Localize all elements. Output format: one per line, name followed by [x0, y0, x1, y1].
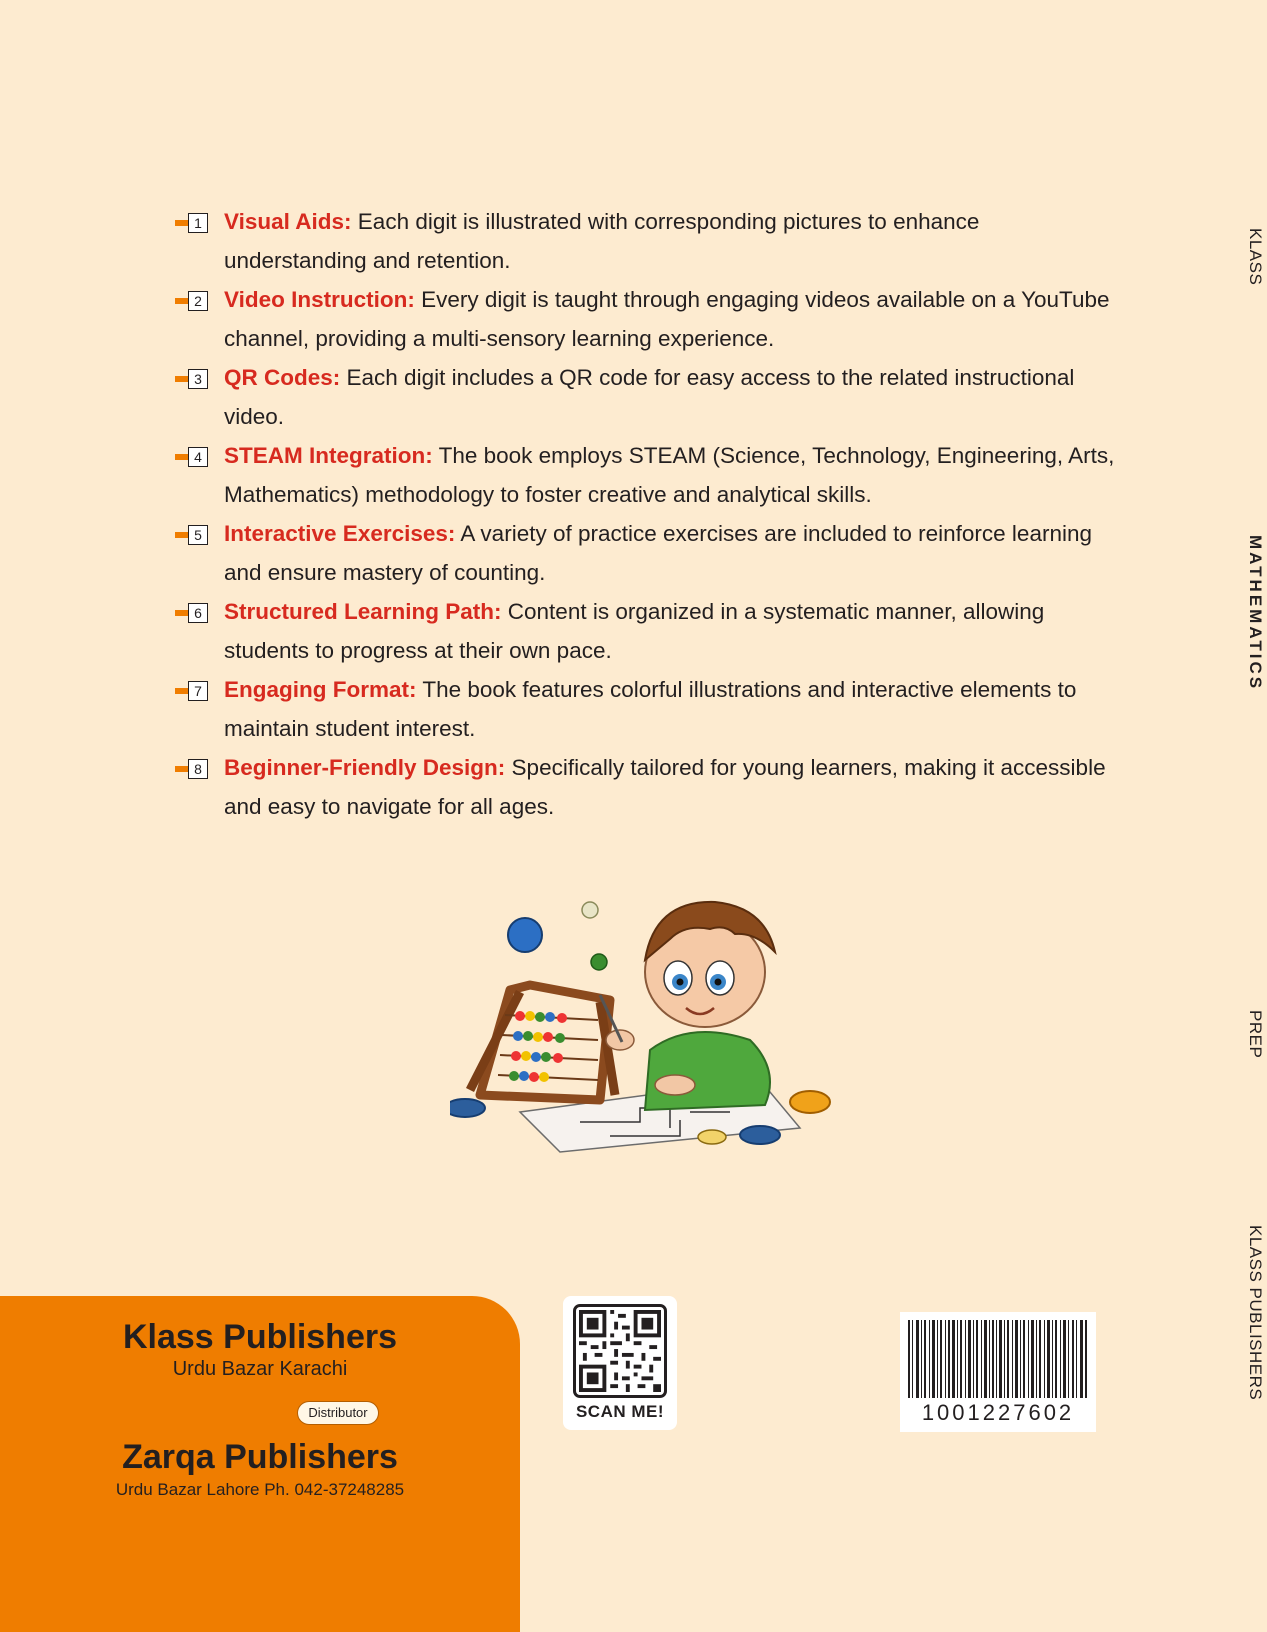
barcode-icon [908, 1320, 1088, 1398]
feature-number: 8 [188, 759, 208, 779]
qr-code-card [563, 1296, 677, 1430]
feature-text: Content is organized in a systematic manner, allowing students to progress at their own pace. [224, 599, 1045, 663]
feature-text: A variety of practice exercises are included to reinforce learning and ensure mastery of counting. [224, 521, 1092, 585]
feature-text: Each digit includes a QR code for easy access to the related instructional video. [224, 365, 1075, 429]
distributor-address: Urdu Bazar Lahore Ph. 042-37248285 [115, 1480, 405, 1499]
publisher-address: Urdu Bazar Karachi [172, 1358, 348, 1380]
number-marker [175, 525, 215, 545]
boy-with-abacus-illustration [450, 890, 870, 1160]
feature-number: 4 [188, 447, 208, 467]
feature-item [170, 748, 1120, 826]
qr-label: SCAN ME! [575, 1402, 665, 1421]
feature-title: Beginner-Friendly Design: [224, 755, 506, 780]
number-marker [175, 369, 215, 389]
feature-title: STEAM Integration: [224, 443, 433, 468]
spine-subject: MATHEMATICS [1246, 535, 1265, 692]
feature-item [170, 202, 1120, 280]
distributor-badge: Distributor [298, 1402, 378, 1424]
qr-code-icon [579, 1310, 661, 1392]
number-marker [175, 291, 215, 311]
feature-item [170, 514, 1120, 592]
barcode-number: 1001227602 [921, 1400, 1075, 1425]
distributor-name: Zarqa Publishers [122, 1438, 398, 1476]
spine-publisher: KLASS PUBLISHERS [1246, 1225, 1265, 1401]
feature-title: Engaging Format: [224, 677, 417, 702]
feature-item [170, 592, 1120, 670]
feature-text: The book employs STEAM (Science, Technology, Engineering, Arts, Mathematics) methodology to foster creative and analytical skills. [224, 443, 1115, 507]
qr-frame [573, 1304, 667, 1398]
number-marker [175, 447, 215, 467]
feature-text: Specifically tailored for young learners, making it accessible and easy to navigate for all ages. [224, 755, 1106, 819]
barcode-card [900, 1312, 1096, 1432]
feature-title: Video Instruction: [224, 287, 415, 312]
feature-text: The book features colorful illustrations and interactive elements to maintain student interest. [224, 677, 1077, 741]
features-list [170, 202, 1120, 826]
number-marker [175, 759, 215, 779]
feature-item [170, 670, 1120, 748]
feature-title: Structured Learning Path: [224, 599, 502, 624]
feature-item [170, 358, 1120, 436]
feature-number: 7 [188, 681, 208, 701]
feature-number: 1 [188, 213, 208, 233]
number-marker [175, 213, 215, 233]
feature-text: Each digit is illustrated with corresponding pictures to enhance understanding and retention. [224, 209, 980, 273]
spine-brand: KLASS [1246, 228, 1265, 286]
feature-title: Interactive Exercises: [224, 521, 456, 546]
publisher-name: Klass Publishers [122, 1318, 397, 1356]
number-marker [175, 603, 215, 623]
feature-number: 6 [188, 603, 208, 623]
feature-text: Every digit is taught through engaging videos available on a YouTube channel, providing a multi-sensory learning experience. [224, 287, 1110, 351]
feature-item [170, 436, 1120, 514]
feature-number: 2 [188, 291, 208, 311]
feature-number: 5 [188, 525, 208, 545]
feature-item [170, 280, 1120, 358]
publisher-panel [0, 1296, 520, 1632]
feature-title: QR Codes: [224, 365, 341, 390]
number-marker [175, 681, 215, 701]
feature-number: 3 [188, 369, 208, 389]
spine-level: PREP [1246, 1010, 1265, 1059]
feature-title: Visual Aids: [224, 209, 352, 234]
